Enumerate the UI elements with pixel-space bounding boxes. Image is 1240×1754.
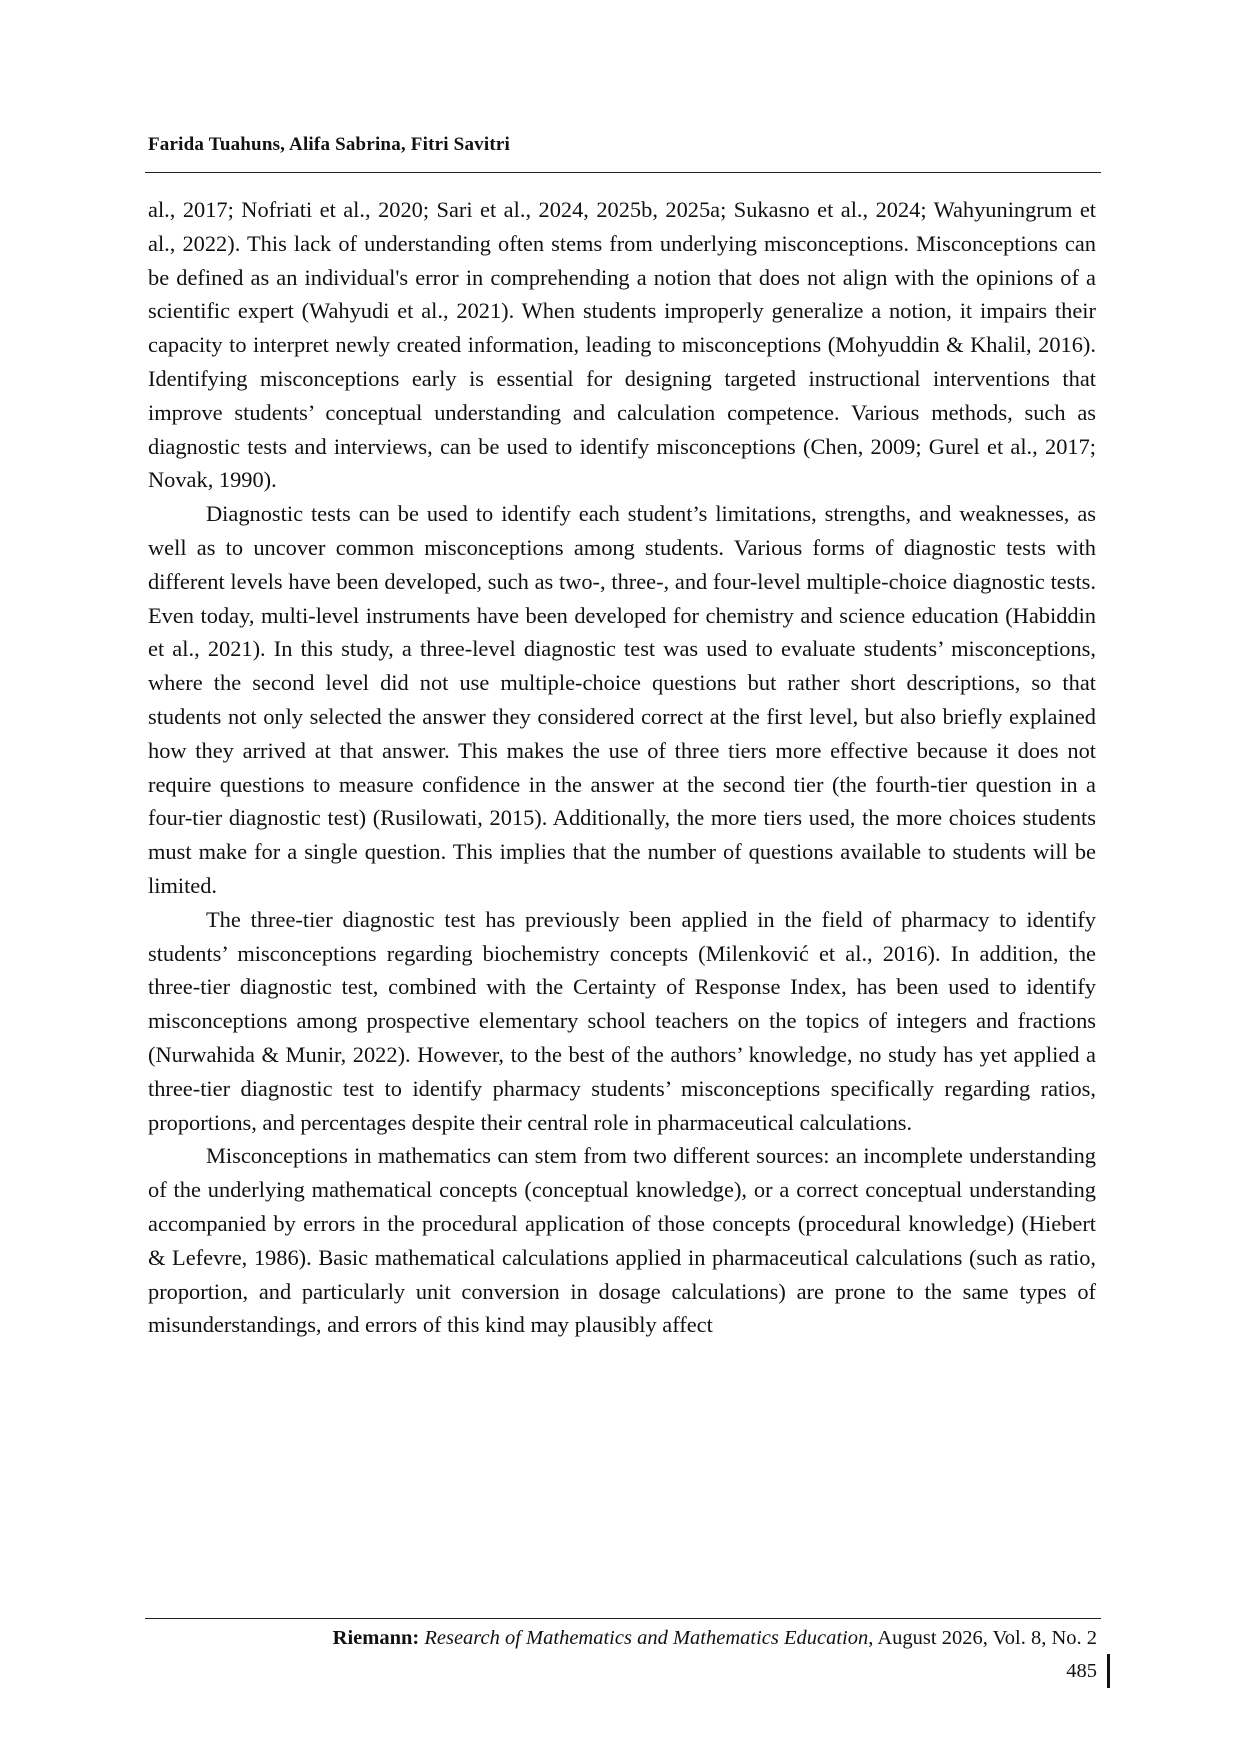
journal-issue: , August 2026, Vol. 8, No. 2 [868, 1627, 1097, 1649]
journal-name: Riemann: [332, 1627, 420, 1649]
paragraph-2: Diagnostic tests can be used to identify each student’s limitations, strengths, and weaknesses, as well as to uncover common misconceptions among students. Various forms of diagnostic tests with different levels have been developed, such as two-, three-, and four-level multiple-choice diagnostic tests. Even today, multi-level instruments have been developed for chemistry and science education (Habiddin et al., 2021). In this study, a three-level diagnostic test was used to evaluate students’ misconceptions, where the second level did not use multiple-choice questions but rather short descriptions, so that students not only selected the answer they considered correct at the first level, but also briefly explained how they arrived at that answer. This makes the use of three tiers more effective because it does not require questions to measure confidence in the answer at the second tier (the fourth-tier question in a four-tier diagnostic test) (Rusilowati, 2015). Additionally, the more tiers used, the more choices students must make for a single question. This implies that the number of questions available to students will be limited. [148, 501, 1096, 898]
paragraph-1: al., 2017; Nofriati et al., 2020; Sari et al., 2024, 2025b, 2025a; Sukasno et al., 2024; Wahyuningrum et al., 2022). This lack of understanding often stems from underlying misconceptions. Misconceptions can be defined as an individual's error in comprehending a notion that does not align with the opinions of a scientific expert (Wahyudi et al., 2021). When students improperly generalize a notion, it impairs their capacity to interpret newly created information, leading to misconceptions (Mohyuddin & Khalil, 2016). Identifying misconceptions early is essential for designing targeted instructional interventions that improve students’ conceptual understanding and calculation competence. Various methods, such as diagnostic tests and interviews, can be used to identify misconceptions (Chen, 2009; Gurel et al., 2017; Novak, 1990). [148, 197, 1096, 493]
footer-divider [145, 1618, 1101, 1619]
header-divider [145, 172, 1101, 173]
page-number: 485 [1066, 1660, 1097, 1682]
paragraph-4: Misconceptions in mathematics can stem from two different sources: an incomplete understanding of the underlying mathematical concepts (conceptual knowledge), or a correct conceptual understanding accompanied by errors in the procedural application of those concepts (procedural knowledge) (Hiebert & Lefevre, 1986). Basic mathematical calculations applied in pharmaceutical calculations (such as ratio, proportion, and particularly unit conversion in dosage calculations) are prone to the same types of misunderstandings, and errors of this kind may plausibly affect [148, 1143, 1096, 1338]
running-header-authors: Farida Tuahuns, Alifa Sabrina, Fitri Savitri [148, 134, 510, 155]
footer-journal-citation [333, 1627, 1097, 1650]
page-number-bar [1107, 1654, 1110, 1688]
journal-title: Research of Mathematics and Mathematics Education [424, 1627, 869, 1649]
body-text [148, 193, 1096, 1342]
paragraph-3: The three-tier diagnostic test has previously been applied in the field of pharmacy to identify students’ misconceptions regarding biochemistry concepts (Milenković et al., 2016). In addition, the three-tier diagnostic test, combined with the Certainty of Response Index, has been used to identify misconceptions among prospective elementary school teachers on the topics of integers and fractions (Nurwahida & Munir, 2022). However, to the best of the authors’ knowledge, no study has yet applied a three-tier diagnostic test to identify pharmacy students’ misconceptions specifically regarding ratios, proportions, and percentages despite their central role in pharmaceutical calculations. [148, 906, 1096, 1135]
